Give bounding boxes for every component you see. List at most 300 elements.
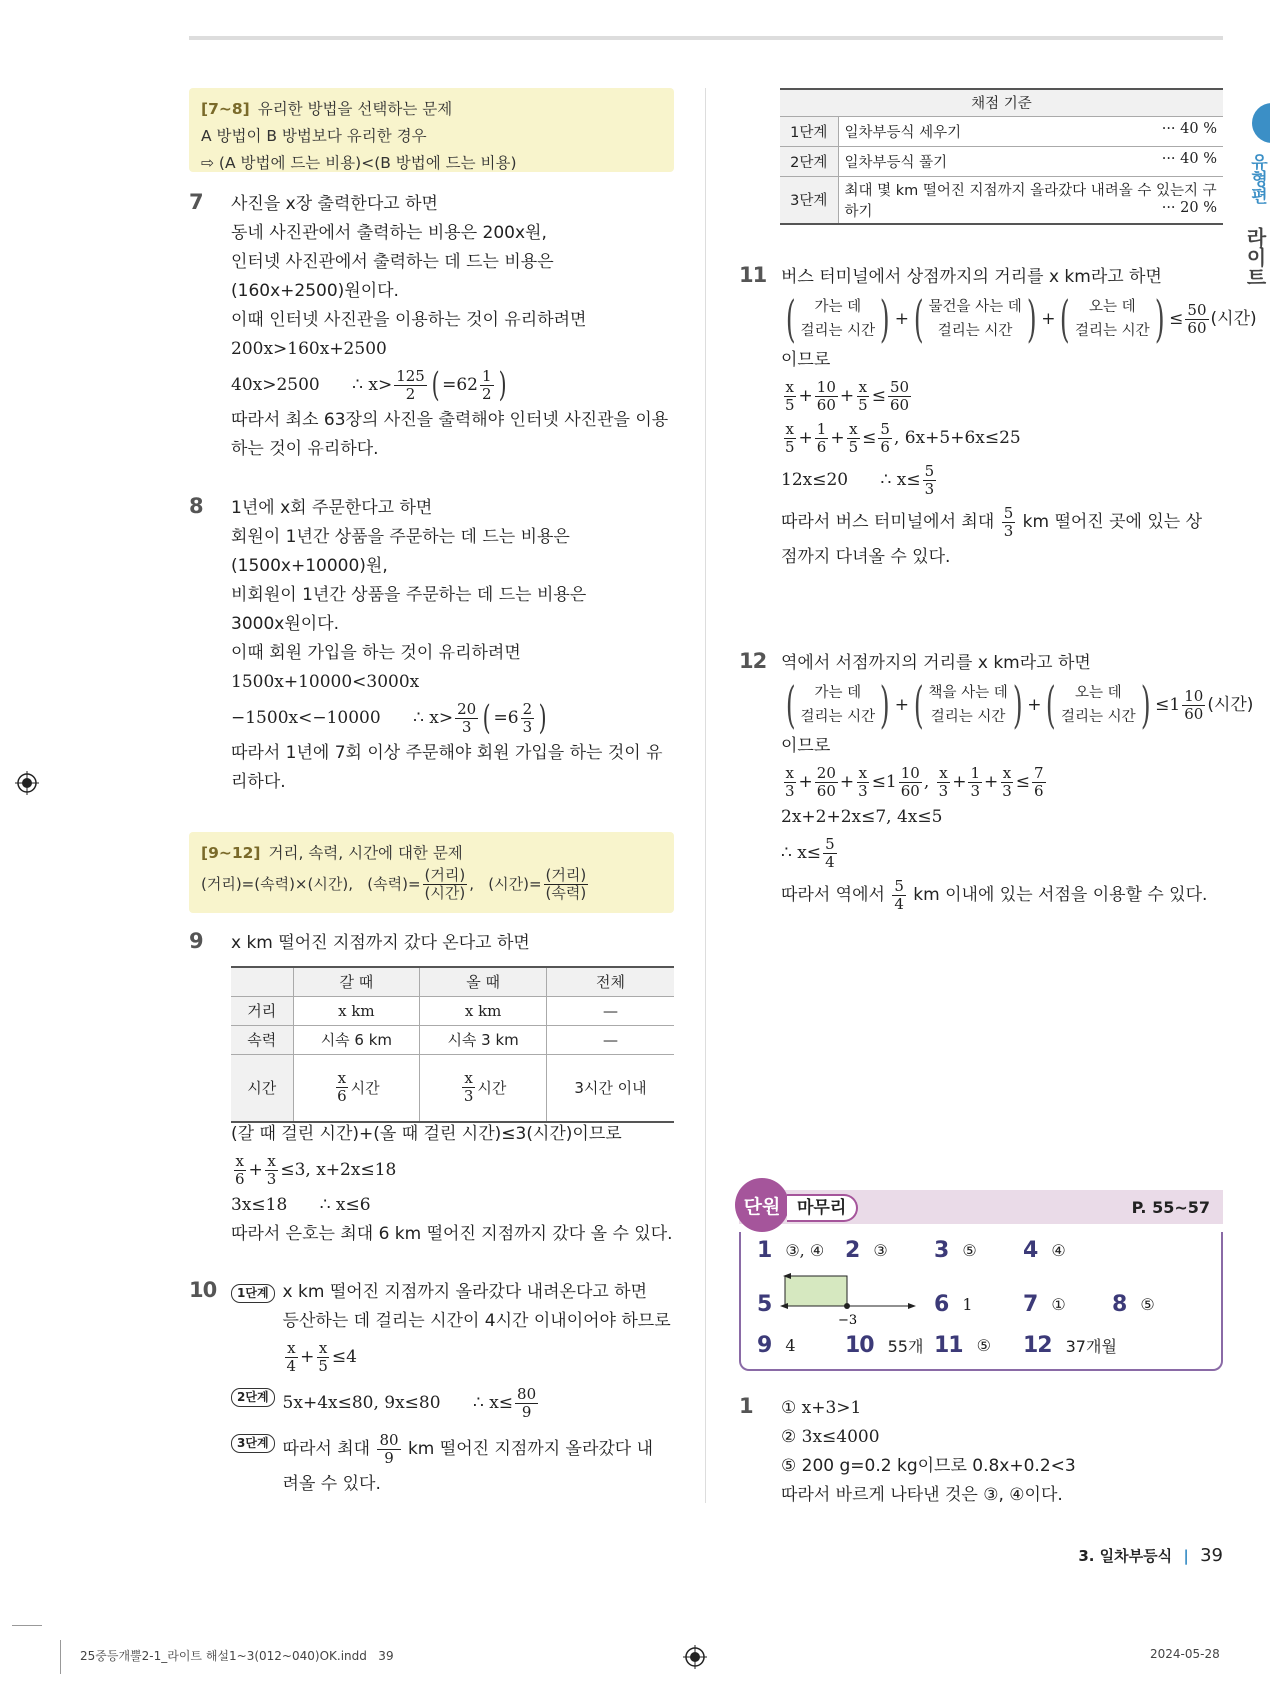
problem-number: 9	[189, 929, 203, 953]
answer-value: ①	[1051, 1295, 1066, 1314]
cell-content	[547, 1031, 674, 1049]
text-segment: 3	[938, 781, 949, 800]
text-segment: 걸리는 시간	[800, 323, 876, 339]
text-segment: x km 떨어진 지점까지 갔다 온다고 하면	[231, 933, 530, 953]
problem-body	[781, 1394, 1229, 1510]
text-segment: 5	[848, 437, 859, 456]
text-segment: 시간	[477, 1079, 507, 1098]
table-row	[780, 146, 1223, 176]
text-segment: +	[894, 694, 909, 715]
fraction	[823, 836, 837, 871]
answer-value: 37개월	[1065, 1337, 1117, 1356]
text-segment: 따라서 최대	[282, 1438, 376, 1459]
math-line	[231, 494, 679, 523]
math-line	[781, 649, 1229, 678]
numerator	[899, 765, 922, 783]
paren: (	[913, 676, 924, 734]
text-segment: (시간)	[1210, 308, 1257, 329]
answer-value: ⑤	[962, 1241, 977, 1260]
answer-item	[1023, 1238, 1066, 1263]
solution-step	[231, 1278, 679, 1378]
text-segment: ,	[923, 771, 935, 792]
text-segment: x	[858, 377, 868, 396]
paren: )	[880, 676, 890, 734]
paren: )	[1012, 676, 1023, 734]
text-segment: 속력	[247, 1031, 277, 1049]
numerator	[521, 701, 535, 719]
math-line	[781, 501, 1229, 543]
text-segment: ≤	[871, 385, 886, 406]
denominator	[460, 719, 474, 736]
problem-body	[781, 649, 1254, 916]
denominator	[878, 439, 892, 456]
table-cell	[293, 1054, 420, 1122]
text-segment: 20	[457, 699, 477, 718]
fraction	[285, 1340, 299, 1375]
text-segment: 사진을 x장 출력한다고 하면	[231, 194, 438, 214]
text-segment: +	[894, 308, 909, 329]
math-line	[781, 1423, 1229, 1452]
bracket-text	[928, 681, 1007, 729]
answer-1-solution	[739, 1394, 1229, 1510]
bracket-text	[1075, 295, 1150, 343]
table-row	[231, 1025, 674, 1054]
fraction	[856, 379, 870, 414]
denominator	[815, 397, 838, 414]
math-line	[231, 364, 679, 406]
text-segment: x	[1002, 763, 1012, 782]
problem-7	[189, 190, 679, 464]
numerator	[847, 421, 859, 439]
text-segment: 6	[880, 437, 890, 456]
text-segment: 6	[235, 1169, 245, 1188]
text-segment: (거리)	[545, 866, 587, 884]
text-segment: 동네 사진관에서 출력하는 비용은 200x원,	[231, 223, 547, 243]
crop-mark	[12, 1625, 42, 1626]
text-segment: 물건을 사는 데	[928, 299, 1022, 315]
denominator	[404, 386, 418, 403]
numerator	[234, 1153, 246, 1171]
math-line	[283, 1278, 671, 1307]
text-segment: =62	[442, 374, 478, 395]
grading-percent: ··· 20 %	[1161, 199, 1217, 216]
text-segment: 걸리는 시간	[937, 323, 1013, 339]
denominator	[856, 397, 870, 414]
answer-number: 2	[845, 1238, 860, 1263]
numerator	[1185, 302, 1208, 320]
text-segment: x	[337, 1069, 347, 1088]
math-line	[781, 1452, 1229, 1481]
registration-mark-icon	[15, 771, 39, 795]
answer-item	[757, 1292, 771, 1317]
fraction	[455, 701, 478, 736]
numerator	[423, 867, 468, 885]
denominator	[923, 481, 937, 498]
text-segment: 1	[482, 366, 492, 385]
text-segment: ≤	[1169, 308, 1184, 329]
text-segment: +	[248, 1159, 263, 1180]
numerator	[857, 379, 869, 397]
fraction	[316, 1340, 330, 1375]
text-segment: 시속 6 km	[320, 1031, 393, 1049]
text-segment: +	[839, 771, 855, 792]
numerator	[285, 1340, 297, 1358]
side-tab-sublabel: 라이트	[1243, 227, 1267, 287]
answer-number: 12	[1023, 1333, 1052, 1358]
table-header-cell: 채점 기준	[780, 89, 1223, 116]
text-segment: x	[939, 763, 948, 782]
table-row	[780, 176, 1223, 224]
text-segment: 50	[1187, 300, 1207, 319]
unit-review-title: 마무리	[787, 1194, 858, 1222]
fraction	[815, 379, 838, 414]
math-line	[781, 543, 1229, 572]
text-segment: 3	[970, 781, 980, 800]
table-row	[231, 1054, 674, 1122]
fraction	[1002, 505, 1016, 540]
denominator	[233, 1171, 247, 1188]
bracket-text	[928, 295, 1021, 343]
tip-title: 거리, 속력, 시간에 대한 문제	[268, 844, 463, 862]
bracketed-term	[1055, 290, 1169, 348]
text-segment: x km	[464, 1001, 502, 1020]
text-segment: 오는 데	[1089, 299, 1136, 315]
numerator	[784, 421, 796, 439]
math-line	[781, 732, 1229, 761]
numerator	[377, 1432, 400, 1450]
answer-number: 10	[845, 1333, 874, 1358]
text-segment: ≤	[862, 427, 877, 448]
numerator	[336, 1070, 348, 1088]
table-cell	[293, 1025, 420, 1054]
fraction	[847, 421, 861, 456]
text-segment: =6	[493, 707, 519, 728]
fraction	[899, 765, 922, 800]
tip-line: A 방법이 B 방법보다 유리한 경우	[201, 127, 427, 145]
text-segment: 3	[266, 1169, 277, 1188]
denominator	[1032, 783, 1046, 800]
paren: )	[880, 290, 890, 348]
text-segment: x	[785, 377, 794, 396]
denominator	[892, 896, 906, 913]
text-segment: 6	[816, 437, 827, 456]
cell-content	[294, 1070, 420, 1105]
text-segment: 이때 인터넷 사진관을 이용하는 것이 유리하려면	[231, 310, 587, 330]
table-header-cell: 갈 때	[293, 967, 420, 996]
numerator	[480, 368, 494, 386]
grading-percent: ··· 40 %	[1161, 150, 1217, 167]
text-segment: +	[830, 427, 845, 448]
numerator	[815, 379, 838, 397]
fraction	[265, 1153, 279, 1188]
print-date: 2024-05-28	[1150, 1647, 1220, 1661]
math-line	[283, 1336, 671, 1378]
denominator	[1185, 320, 1208, 337]
numerator	[515, 1386, 538, 1404]
unit-badge: 단원	[735, 1178, 789, 1232]
page-number: 39	[1200, 1545, 1223, 1566]
problem-number: 11	[739, 263, 767, 287]
table-header-cell: 전체	[547, 967, 675, 996]
text-segment: 60	[900, 781, 920, 800]
fraction	[815, 765, 838, 800]
text-segment: 3000x원이다.	[231, 614, 339, 634]
text-segment: 2	[522, 699, 533, 718]
text-segment: 3시간 이내	[574, 1079, 647, 1098]
text-segment: x	[849, 419, 858, 438]
math-line	[231, 768, 679, 797]
text-segment: 3	[522, 717, 533, 736]
text-segment: +	[1041, 308, 1056, 329]
cell-content	[547, 1077, 674, 1098]
problem-number: 12	[739, 649, 767, 673]
denominator	[423, 885, 468, 902]
bracketed-term	[1041, 676, 1155, 734]
text-segment: 이때 회원 가입을 하는 것이 유리하려면	[231, 643, 521, 663]
cell-content	[420, 1070, 546, 1105]
grading-step: 2단계	[780, 146, 838, 176]
table-cell	[547, 1025, 675, 1054]
text-segment: 5	[318, 1356, 328, 1375]
table-cell	[547, 1054, 675, 1122]
print-slug: 25중등개뿔2-1_라이트 해설1~3(012~040)OK.indd 39	[80, 1649, 394, 1663]
crop-mark	[60, 1640, 61, 1674]
answer-item	[1112, 1292, 1155, 1317]
text-segment: x	[464, 1069, 473, 1088]
tip-box-7-8	[189, 88, 674, 172]
step-badge: 2단계	[231, 1388, 275, 1407]
paren: (	[1046, 676, 1057, 734]
problem-9-solution	[189, 1120, 679, 1249]
text-segment: x km	[338, 1001, 375, 1020]
numerator	[968, 765, 982, 783]
answer-item	[1023, 1292, 1066, 1317]
text-segment: 3	[785, 781, 795, 800]
step-body	[283, 1382, 541, 1424]
fraction	[462, 1070, 476, 1105]
denominator	[265, 1171, 279, 1188]
answer-number: 8	[1112, 1292, 1127, 1317]
answer-item	[757, 1238, 824, 1263]
text-segment: 걸리는 시간	[1061, 709, 1136, 725]
text-segment: 200x>160x+2500	[231, 339, 387, 359]
math-line	[231, 552, 679, 581]
denominator	[521, 719, 535, 736]
fraction	[815, 421, 829, 456]
text-segment: x	[267, 1151, 276, 1170]
text-segment: +	[839, 385, 855, 406]
text-segment: 려올 수 있다.	[282, 1474, 381, 1494]
fraction	[544, 867, 589, 902]
grading-criterion	[838, 116, 1223, 146]
denominator	[888, 397, 911, 414]
text-segment: ≤	[1015, 771, 1031, 792]
text-segment: 5	[825, 834, 835, 853]
math-line	[283, 1428, 654, 1470]
text-segment: 가는 데	[814, 685, 862, 701]
bracketed-term	[909, 676, 1027, 734]
text-segment: 5	[880, 419, 890, 438]
problem-9-table	[231, 966, 674, 1123]
denominator	[823, 854, 837, 871]
math-line	[781, 1481, 1229, 1510]
grading-criterion	[838, 146, 1223, 176]
fraction	[1000, 765, 1014, 800]
text-segment: 3	[858, 781, 868, 800]
fraction	[233, 1153, 247, 1188]
text-segment: −1500x<−10000 ∴ x>	[231, 707, 454, 728]
text-segment: 5	[924, 461, 935, 480]
numerator	[937, 765, 949, 783]
text-segment: km 떨어진 지점까지 올라갔다 내	[402, 1438, 654, 1459]
answer-value: 1	[962, 1295, 973, 1314]
text-segment: 1500x+10000<3000x	[231, 672, 420, 692]
math-line	[283, 1470, 654, 1499]
text-segment: 2	[482, 384, 492, 403]
denominator	[285, 1358, 299, 1375]
cell-content	[294, 1002, 420, 1020]
table-cell	[231, 1054, 293, 1122]
cell-content	[231, 1077, 293, 1098]
column-divider	[705, 88, 706, 1503]
tip-box-9-12	[189, 832, 674, 913]
fraction	[1185, 302, 1208, 337]
grading-step: 3단계	[780, 176, 838, 224]
fraction	[968, 765, 982, 800]
table-cell	[231, 996, 293, 1025]
side-tab	[1243, 107, 1270, 322]
text-segment: ≤3, x+2x≤18	[280, 1159, 397, 1180]
text-segment: 따라서 버스 터미널에서 최대	[781, 511, 1000, 532]
text-segment: ② 3x≤4000	[781, 1427, 880, 1447]
text-segment: +	[984, 771, 999, 792]
text-segment: (시간)	[1207, 694, 1254, 715]
solution-step	[231, 1428, 679, 1499]
text-segment: x	[287, 1338, 296, 1357]
problem-body	[231, 190, 679, 464]
answer-number: 5	[757, 1292, 772, 1317]
paren: (	[482, 698, 491, 738]
answer-item	[1023, 1333, 1117, 1358]
text-segment: 60	[889, 395, 910, 414]
answer-number: 11	[934, 1333, 963, 1358]
text-segment: x	[858, 763, 868, 782]
grading-table	[780, 88, 1223, 225]
text-segment: +	[300, 1346, 315, 1367]
grading-step: 1단계	[780, 116, 838, 146]
text-segment: ≤4	[331, 1346, 357, 1367]
numerator	[823, 836, 837, 854]
numerator	[892, 878, 906, 896]
math-line	[201, 867, 662, 902]
text-segment: +	[798, 385, 813, 406]
math-line	[231, 277, 679, 306]
numerator	[923, 463, 937, 481]
text-segment: (거리)	[424, 866, 466, 884]
math-line	[781, 346, 1229, 375]
bracketed-term	[781, 676, 895, 734]
paren: (	[1060, 290, 1071, 348]
math-line	[781, 417, 1229, 459]
fraction	[1032, 765, 1046, 800]
problem-number: 7	[189, 190, 203, 214]
text-segment: 오는 데	[1075, 685, 1122, 701]
denominator	[968, 783, 982, 800]
math-line	[231, 581, 679, 610]
problem-body	[231, 929, 679, 958]
text-segment: 40x>2500 ∴ x>	[231, 374, 393, 395]
text-segment: 6	[337, 1087, 347, 1106]
text-segment: 걸리는 시간	[800, 709, 876, 725]
text-segment: 3	[924, 479, 935, 498]
step-badge: 3단계	[231, 1434, 275, 1453]
fraction	[888, 379, 911, 414]
numerator	[1032, 765, 1046, 783]
denominator	[316, 1358, 330, 1375]
fraction	[937, 765, 951, 800]
text-segment: 이므로	[781, 350, 831, 370]
text-segment: 2x+2+2x≤7, 4x≤5	[781, 807, 943, 827]
math-line	[231, 929, 679, 958]
text-segment: , 6x+5+6x≤25	[893, 427, 1021, 448]
math-line	[231, 639, 679, 668]
math-line	[231, 406, 679, 435]
text-segment: 6	[1034, 781, 1044, 800]
denominator	[480, 386, 494, 403]
fraction	[394, 368, 427, 403]
bracketed-term	[909, 290, 1041, 348]
fraction	[335, 1070, 349, 1105]
text-segment: 9	[521, 1402, 532, 1421]
math-line	[781, 263, 1229, 292]
text-segment: 5	[858, 395, 868, 414]
math-line	[231, 523, 679, 552]
answer-value: 55개	[887, 1337, 924, 1356]
tip-tag: [7~8]	[201, 100, 250, 118]
numerator	[784, 765, 796, 783]
text-segment: 5	[785, 395, 795, 414]
math-line	[231, 1191, 679, 1220]
text-segment: 가는 데	[814, 299, 862, 315]
step-body	[283, 1428, 654, 1499]
text-segment: 80	[517, 1384, 537, 1403]
text-segment: 걸리는 시간	[930, 709, 1006, 725]
answer-number: 3	[934, 1238, 949, 1263]
numerator	[857, 765, 869, 783]
text-segment: 버스 터미널에서 상점까지의 거리를 x km라고 하면	[781, 267, 1162, 287]
text-segment: 60	[816, 395, 836, 414]
arrow-left-icon	[780, 1303, 788, 1309]
text-segment: 따라서 바르게 나타낸 것은 ③, ④이다.	[781, 1485, 1063, 1505]
table-cell	[293, 996, 420, 1025]
text-segment: 80	[379, 1430, 399, 1449]
text-segment: 걸리는 시간	[1075, 323, 1150, 339]
math-line	[231, 668, 679, 697]
fraction	[1182, 688, 1205, 723]
paren: (	[785, 290, 796, 348]
text-segment: 시간	[247, 1079, 277, 1098]
cell-content	[294, 1029, 420, 1050]
problem-8	[189, 494, 679, 797]
grading-criterion	[838, 176, 1223, 224]
fraction	[423, 867, 468, 902]
text-segment: 3x≤18 ∴ x≤6	[231, 1195, 371, 1215]
math-line	[283, 1382, 541, 1424]
paren: )	[1140, 676, 1151, 734]
fraction	[923, 463, 937, 498]
number-line-answer	[780, 1268, 920, 1328]
text-segment: —	[603, 1001, 618, 1020]
